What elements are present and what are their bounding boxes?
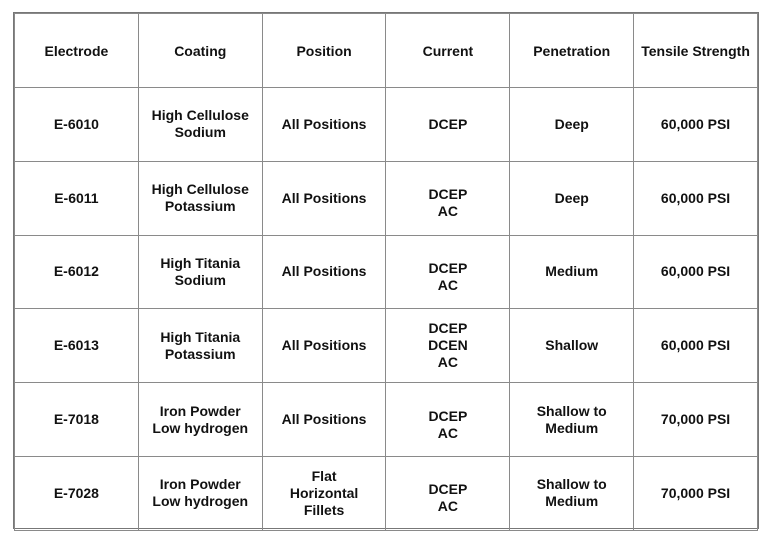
- table-row: [15, 161, 758, 235]
- cell-penetration-line: Shallow to: [536, 402, 607, 419]
- cell-position-line: Flat: [311, 467, 337, 484]
- cell-current-line: AC: [437, 276, 459, 293]
- cell-penetration: [510, 456, 634, 530]
- header-electrode: Electrode: [15, 14, 139, 88]
- cell-position: [262, 309, 386, 383]
- cell-electrode: E-6012: [15, 235, 139, 309]
- cell-coating: [138, 235, 262, 309]
- cell-position-line: All Positions: [281, 189, 367, 206]
- table-row: [15, 88, 758, 162]
- cell-current-line: DCEP: [428, 115, 468, 132]
- cell-coating: [138, 383, 262, 457]
- cell-coating-line: Iron Powder: [159, 402, 241, 419]
- cell-electrode: E-7018: [15, 383, 139, 457]
- cell-electrode: E-6011: [15, 161, 139, 235]
- cell-coating-line: High Titania: [160, 254, 241, 271]
- cell-current-line: DCEP: [428, 481, 468, 498]
- cell-current: [386, 235, 510, 309]
- cell-current-line: DCEP: [428, 407, 468, 424]
- cell-coating-line: Low hydrogen: [152, 419, 249, 436]
- cell-penetration-line: Deep: [554, 115, 589, 132]
- cell-current: [386, 88, 510, 162]
- cell-position: [262, 88, 386, 162]
- header-penetration: Penetration: [510, 14, 634, 88]
- cell-current-line: DCEP: [428, 259, 468, 276]
- cell-coating-line: Potassium: [164, 345, 236, 362]
- cell-electrode: E-6010: [15, 88, 139, 162]
- cell-current-line: AC: [437, 424, 459, 441]
- cell-tensile-strength: 60,000 PSI: [634, 309, 758, 383]
- cell-position-line: All Positions: [281, 263, 367, 280]
- cell-coating-line: High Titania: [160, 328, 241, 345]
- cell-position: [262, 383, 386, 457]
- cell-coating-line: Sodium: [174, 271, 226, 288]
- cell-current-line: AC: [437, 498, 459, 515]
- table-body: [15, 88, 758, 531]
- cell-tensile-strength: 60,000 PSI: [634, 161, 758, 235]
- cell-penetration-line: Deep: [554, 189, 589, 206]
- cell-penetration: [510, 88, 634, 162]
- cell-penetration: [510, 309, 634, 383]
- table-row: [15, 309, 758, 383]
- cell-position-line: Fillets: [303, 501, 345, 518]
- cell-tensile-strength: 70,000 PSI: [634, 456, 758, 530]
- header-coating: Coating: [138, 14, 262, 88]
- cell-penetration: [510, 161, 634, 235]
- header-current: Current: [386, 14, 510, 88]
- cell-penetration-line: Medium: [545, 263, 599, 280]
- cell-penetration: [510, 235, 634, 309]
- cell-current: [386, 309, 510, 383]
- cell-current-line: DCEP: [428, 186, 468, 203]
- cell-coating: [138, 88, 262, 162]
- cell-penetration-line: Shallow: [545, 337, 599, 354]
- cell-current: [386, 383, 510, 457]
- cell-coating-line: Potassium: [164, 198, 236, 215]
- cell-coating: [138, 161, 262, 235]
- cell-position-line: All Positions: [281, 115, 367, 132]
- cell-penetration: [510, 383, 634, 457]
- cell-electrode: E-7028: [15, 456, 139, 530]
- cell-current-line: AC: [437, 203, 459, 220]
- header-position: Position: [262, 14, 386, 88]
- electrode-table-frame: [13, 12, 759, 529]
- cell-position-line: Horizontal: [289, 484, 359, 501]
- header-row: [15, 14, 758, 88]
- cell-position-line: All Positions: [281, 337, 367, 354]
- cell-penetration-line: Medium: [545, 419, 599, 436]
- cell-position: [262, 456, 386, 530]
- electrode-table: [14, 13, 758, 531]
- cell-penetration-line: Shallow to: [536, 476, 607, 493]
- cell-coating-line: Iron Powder: [159, 476, 241, 493]
- cell-position: [262, 235, 386, 309]
- cell-coating: [138, 309, 262, 383]
- cell-tensile-strength: 70,000 PSI: [634, 383, 758, 457]
- cell-position: [262, 161, 386, 235]
- table-row: [15, 235, 758, 309]
- cell-coating-line: Sodium: [174, 124, 226, 141]
- cell-current: [386, 161, 510, 235]
- cell-electrode: E-6013: [15, 309, 139, 383]
- cell-current: [386, 456, 510, 530]
- cell-tensile-strength: 60,000 PSI: [634, 88, 758, 162]
- cell-penetration-line: Medium: [545, 493, 599, 510]
- cell-position-line: All Positions: [281, 411, 367, 428]
- cell-current-line: AC: [437, 354, 459, 371]
- table-row: [15, 383, 758, 457]
- cell-coating-line: Low hydrogen: [152, 493, 249, 510]
- cell-current-line: DCEN: [428, 337, 468, 354]
- header-tensile-strength: Tensile Strength: [634, 14, 758, 88]
- cell-coating: [138, 456, 262, 530]
- cell-coating-line: High Cellulose: [151, 107, 249, 124]
- cell-tensile-strength: 60,000 PSI: [634, 235, 758, 309]
- cell-current-line: DCEP: [428, 320, 468, 337]
- cell-coating-line: High Cellulose: [151, 181, 249, 198]
- table-row: [15, 456, 758, 530]
